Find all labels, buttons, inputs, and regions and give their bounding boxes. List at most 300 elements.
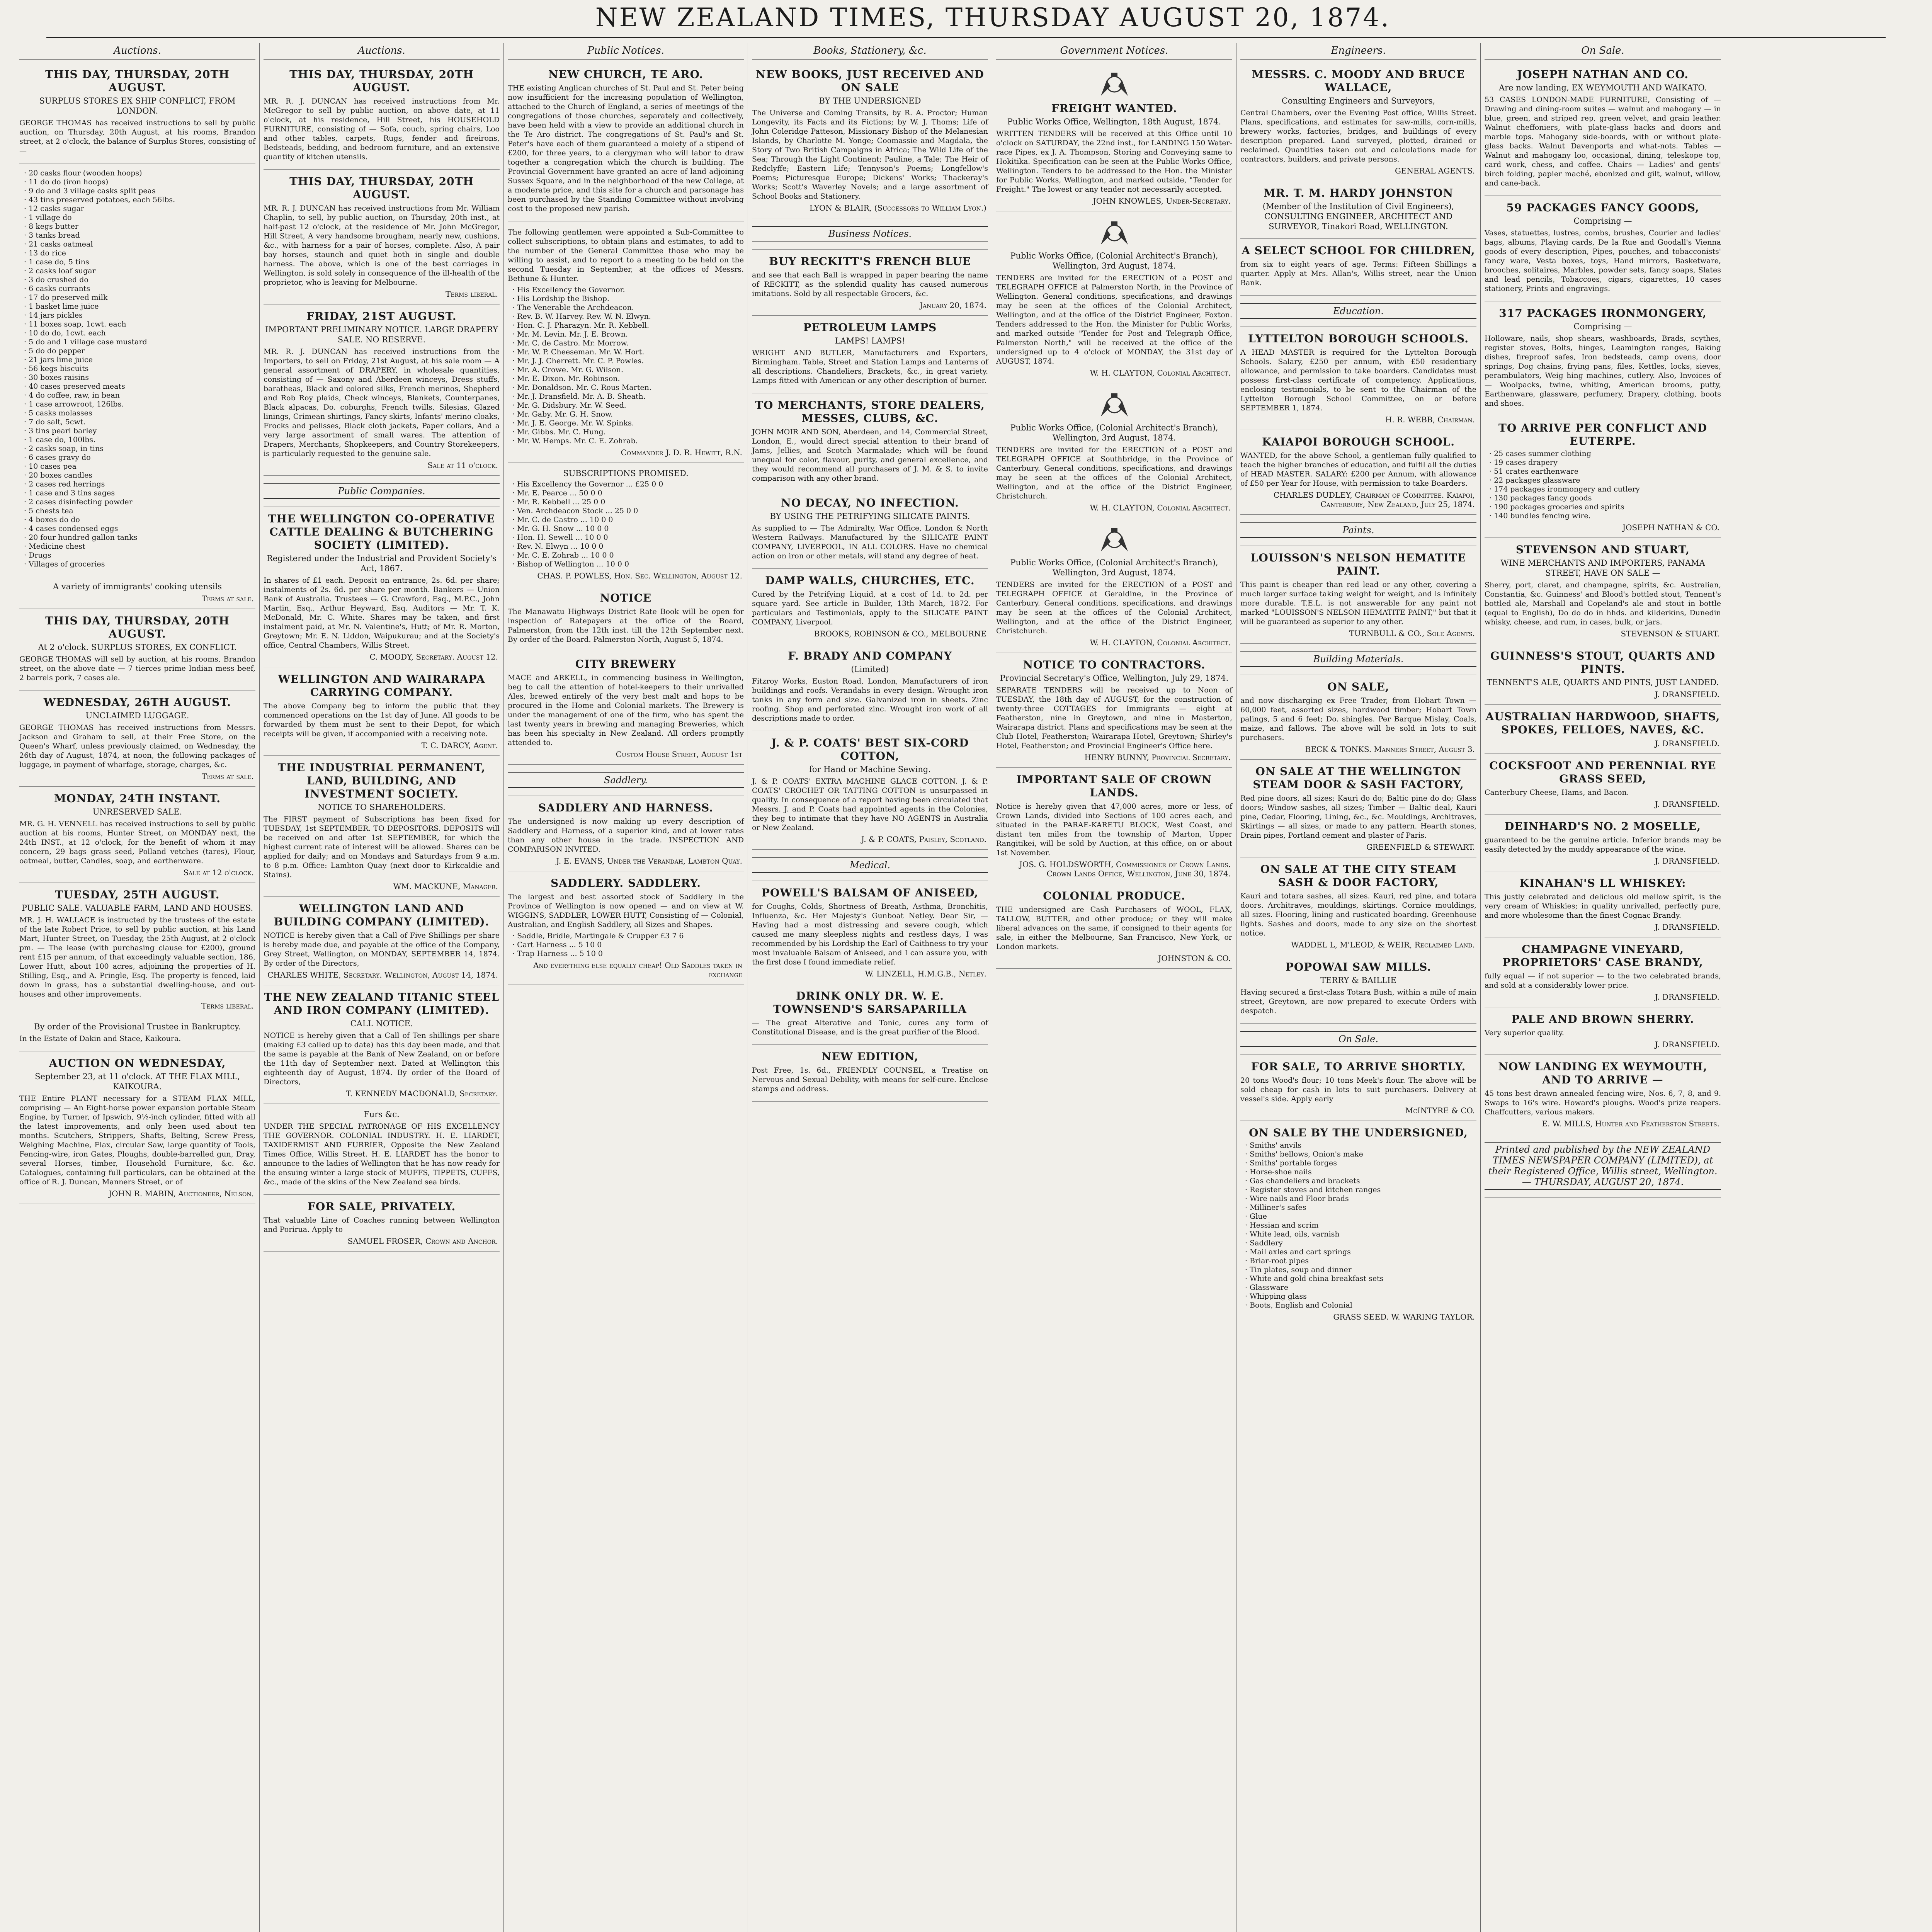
advertisement	[264, 667, 500, 756]
ad-body: As supplied to — The Admiralty, War Office, London & North Western Railways. Manufactured by the SILICATE PAINT COMPANY, LIVERPOOL, IN ALL COLORS. Have no chemical action on iron or other metals, will stand any degree of heat.	[752, 524, 988, 560]
ad-signature: E. W. MILLS, Hunter and Featherston Streets.	[1542, 1119, 1719, 1128]
advertisement	[19, 883, 255, 1016]
advertisement	[19, 576, 255, 609]
ad-title: WELLINGTON AND WAIRARAPA CARRYING COMPANY.	[278, 673, 485, 699]
list-item: · 2 casks loaf sugar	[24, 267, 255, 276]
list-item: · 140 bundles fencing wire.	[1489, 512, 1721, 520]
ad-title: THIS DAY, THURSDAY, 20TH AUGUST.	[45, 614, 230, 640]
list-item: · 130 packages fancy goods	[1489, 494, 1721, 503]
masthead: NEW ZEALAND TIMES, THURSDAY AUGUST 20, 1874.	[595, 3, 1391, 32]
ad-body: Fitzroy Works, Euston Road, London, Manufacturers of iron buildings and roofs. Verandahs in every design. Wrought iron tanks in any form and size. Galvanized iron in sheets. Zinc roofing. Shop and perforated zinc. Wrought iron work of all descriptions made to order.	[752, 677, 988, 723]
column-3	[504, 43, 748, 1932]
advertisement	[752, 63, 988, 218]
ad-signature: Sale at 11 o'clock.	[427, 461, 498, 470]
advertisement	[19, 690, 255, 787]
ad-title: DEINHARD'S NO. 2 MOSELLE,	[1504, 820, 1701, 833]
ad-title: WEDNESDAY, 26TH AUGUST.	[43, 696, 231, 709]
ad-title: FOR SALE, PRIVATELY.	[307, 1200, 456, 1213]
ad-signature: J. DRANSFIELD.	[1655, 690, 1719, 699]
ad-body: — The great Alterative and Tonic, cures any form of Constitutional Disease, and is the great purifier of the Blood.	[752, 1019, 988, 1036]
column-heading: Auctions.	[264, 43, 500, 60]
list-item: · 20 boxes candles	[24, 471, 255, 480]
ad-title: MR. T. M. HARDY JOHNSTON	[1263, 187, 1454, 199]
advertisement	[996, 884, 1232, 969]
ad-body: JOHN MOIR AND SON, Aberdeen, and 14, Commercial Street, London, E., would direct special attention to their brand of Jams, Jellies, and Scotch Marmalade; which will be found unequal for color, flavour, purity, and general excellence, and they would recommend all purchasers of J. M. & S. to invite comparison with any other brand.	[752, 428, 988, 483]
advertisement	[1485, 1134, 1721, 1198]
advertisement	[508, 652, 744, 765]
advertisement	[752, 316, 988, 393]
ad-subtitle: Public Works Office, (Colonial Architect's Branch), Wellington, 3rd August, 1874.	[1010, 558, 1218, 577]
ad-list	[512, 932, 744, 958]
advertisement	[1240, 181, 1476, 239]
ad-body: and see that each Ball is wrapped in paper bearing the name of RECKITT, as the splendid quality has caused numerous imitations. Sold by all respectable Grocers, &c.	[752, 271, 988, 298]
government-seal	[996, 218, 1232, 248]
ad-body: The above Company beg to inform the public that they commenced operations on the 1st day of June. All goods to be forwarded by them must be sent to their Depot, for which receipts will be given, if accompanied with a receiving note.	[264, 702, 500, 738]
list-item: · Mr. J. Dransfield. Mr. A. B. Sheath.	[512, 392, 744, 401]
ad-subtitle: LAMPS! LAMPS!	[835, 336, 905, 345]
advertisement	[752, 850, 988, 881]
section-heading: Public Companies.	[264, 483, 500, 499]
advertisement	[1485, 871, 1721, 937]
list-item: · Smiths' portable forges	[1245, 1159, 1476, 1168]
ad-title: 59 PACKAGES FANCY GOODS,	[1506, 201, 1699, 214]
ad-title: STEVENSON AND STUART,	[1516, 543, 1690, 556]
ad-body: In the Estate of Dakin and Stace, Kaikoura.	[19, 1034, 181, 1043]
column-1	[15, 43, 260, 1932]
list-item: · Cart Harness ... 5 10 0	[512, 940, 744, 949]
advertisement	[1240, 430, 1476, 515]
ad-title: BUY RECKITT'S FRENCH BLUE	[769, 255, 971, 268]
ad-title: FREIGHT WANTED.	[1051, 102, 1177, 115]
list-item: · 1 basket lime juice	[24, 302, 255, 311]
list-item: · Mr. Gaby. Mr. G. H. Snow.	[512, 410, 744, 419]
list-item: · 51 crates earthenware	[1489, 467, 1721, 476]
list-item: · Saddle, Bridle, Martingale & Crupper £3 7 6	[512, 932, 744, 940]
ad-subtitle: SUBSCRIPTIONS PROMISED.	[563, 469, 689, 478]
ad-subtitle: PUBLIC SALE. VALUABLE FARM, LAND AND HOUSES.	[21, 903, 253, 913]
ad-title: TO ARRIVE PER CONFLICT AND EUTERPE.	[1498, 422, 1707, 447]
list-item: · 4 do coffee, raw, in bean	[24, 391, 255, 400]
advertisement	[752, 218, 988, 250]
list-item: · Wire nails and Floor brads	[1245, 1194, 1476, 1203]
ad-body: MR. J. H. WALLACE is instructed by the trustees of the estate of the late Robert Price, to sell by public auction, at his Land Mart, Hunter Street, on Tuesday, the 25th August, at 2 o'clock pm. — The lease (with purchasing clause for £200), ground rent £15 per annum, of that exceedingly valuable section, 186, Lower Hutt, about 100 acres, adjoining the properties of H. Stilling, Esq., and A. Pringle, Esq. The property is fenced, laid down in grass, has a substantial dwelling-house, and out-houses and other improvements.	[19, 916, 255, 998]
ad-title: NEW EDITION,	[821, 1050, 918, 1063]
advertisement	[19, 1016, 255, 1051]
advertisement	[996, 63, 1232, 211]
ad-signature: JOS. G. HOLDSWORTH, Commissioner of Crown Lands. Crown Lands Office, Wellington, June 30, 1874.	[1019, 860, 1231, 878]
list-item: · 5 do do pepper	[24, 347, 255, 355]
ad-title: NOW LANDING EX WEYMOUTH, AND TO ARRIVE —	[1498, 1060, 1708, 1086]
list-item: · 2 cases red herrings	[24, 480, 255, 489]
ad-title: MONDAY, 24TH INSTANT.	[54, 792, 221, 805]
ad-subtitle: Registered under the Industrial and Provident Society's Act, 1867.	[267, 554, 497, 573]
ad-title: THIS DAY, THURSDAY, 20TH AUGUST.	[289, 175, 474, 201]
ad-body: guaranteed to be the genuine article. Inferior brands may be easily detected by the muddy appearance of the wine.	[1485, 836, 1721, 854]
ad-title: AUSTRALIAN HARDWOOD, SHAFTS, SPOKES, FELLOES, NAVES, &C.	[1485, 710, 1720, 736]
list-item: · Mr. M. Levin. Mr. J. E. Brown.	[512, 330, 744, 339]
ad-subtitle: for Hand or Machine Sewing.	[809, 765, 931, 774]
list-item: · 174 packages ironmongery and cutlery	[1489, 485, 1721, 494]
ad-body: MACE and ARKELL, in commencing business in Wellington, beg to call the attention of hotel-keepers to their unrivalled Ales, brewed entirely of the very best malt and hops to be procured in the Home and Colonial markets. The Brewery is under the management of one of the firm, who has spent the last twenty years in brewing and managing Breweries, which has been his specialty in New Zealand. All orders promptly attended to.	[508, 673, 744, 747]
ad-title: NOTICE TO CONTRACTORS.	[1023, 658, 1206, 671]
ad-signature: Custom House Street, August 1st	[616, 750, 742, 759]
column-7	[1481, 43, 1725, 1932]
ad-signature: HENRY BUNNY, Provincial Secretary.	[1084, 753, 1231, 762]
ad-signature: Terms liberal.	[445, 289, 498, 299]
list-item: · 11 boxes soap, 1cwt. each	[24, 320, 255, 329]
ad-title: TO MERCHANTS, STORE DEALERS, MESSES, CLUBS, &C.	[755, 399, 985, 425]
list-item: · Hon. C. J. Pharazyn. Mr. R. Kebbell.	[512, 321, 744, 330]
advertisement	[752, 1045, 988, 1102]
list-item: · Mr. Gibbs. Mr. C. Hung.	[512, 428, 744, 437]
ad-subtitle: Comprising —	[1573, 322, 1632, 331]
ad-signature: J. DRANSFIELD.	[1655, 739, 1719, 748]
ad-subtitle: Public Works Office, (Colonial Architect's Branch), Wellington, 3rd August, 1874.	[1010, 251, 1218, 270]
ad-title: TUESDAY, 25TH AUGUST.	[55, 888, 220, 901]
list-item: · 2 casks soap, in tins	[24, 444, 255, 453]
list-item: · Villages of groceries	[24, 560, 255, 569]
advertisement	[508, 586, 744, 652]
ad-body: TENDERS are invited for the ERECTION of a POST and TELEGRAPH OFFICE at Southbridge, in the Province of Canterbury. General conditions, specifications, and drawings may be seen at the offices of the Colonial Architect, Wellington, and at the office of the District Engineer, Christchurch.	[996, 446, 1232, 500]
ad-signature: W. LINZELL, H.M.G.B., Netley.	[865, 969, 986, 978]
ad-title: THE WELLINGTON CO-OPERATIVE CATTLE DEALING & BUTCHERING SOCIETY (LIMITED).	[268, 512, 495, 551]
ad-body: Red pine doors, all sizes; Kauri do do; Baltic pine do do; Glass doors; Window sashes, all sizes; Timber — Baltic deal, Kauri pine, Cedar, Flooring, Lining, &c., &c. Mouldings, Architraves, Skirtings — all sizes, or made to any pattern. Hearth stones, Drain pipes, Portland cement and plaster of Paris.	[1240, 794, 1476, 840]
ad-signature: JOHN R. MABIN, Auctioneer, Nelson.	[109, 1189, 254, 1198]
ad-signature: WADDEL L, M'LEOD, & WEIR, Reclaimed Land.	[1291, 940, 1475, 949]
section-heading: Building Materials.	[1240, 651, 1476, 667]
ad-body: This paint is cheaper than red lead or any other, covering a much larger surface taking weight for weight, and is infinitely more durable. T.E.L. is not answerable for any paint not marked "LOUISSON'S NELSON HEMATITE PAINT," but that it will be guaranteed as superior to any other.	[1240, 580, 1476, 626]
ad-signature: W. H. CLAYTON, Colonial Architect.	[1090, 638, 1231, 647]
advertisement	[19, 609, 255, 690]
list-item: · 1 case do, 100lbs.	[24, 435, 255, 444]
list-item: · Gas chandeliers and brackets	[1245, 1177, 1476, 1185]
list-item: · His Lordship the Bishop.	[512, 294, 744, 303]
list-item: · 19 cases drapery	[1489, 458, 1721, 467]
advertisement	[1485, 1055, 1721, 1134]
ad-body: MR. G. H. VENNELL has received instructions to sell by public auction at his rooms, Hunter Street, on MONDAY next, the 24th INST., at 12 o'clock, for the benefit of whom it may concern, 29 bags grass seed, Polland vetches (tares), Flour, oatmeal, butter, Candles, soap, and earthenware.	[19, 820, 255, 865]
list-item: · 6 cases gravy do	[24, 453, 255, 462]
list-item: · 14 jars pickles	[24, 311, 255, 320]
royal-arms-icon	[1093, 69, 1136, 100]
list-item: · 1 case arrowroot, 126lbs.	[24, 400, 255, 409]
ad-signature: CHARLES DUDLEY, Chairman of Committee. Kaiapoi, Canterbury, New Zealand, July 25, 1874.	[1273, 490, 1475, 509]
ad-subtitle: TERRY & BAILLIE	[1320, 976, 1396, 985]
advertisement	[508, 463, 744, 586]
list-item: · Mr. Donaldson. Mr. C. Rous Marten.	[512, 383, 744, 392]
list-item: · 1 case do, 5 tins	[24, 258, 255, 267]
list-item: · 25 cases summer clothing	[1489, 449, 1721, 458]
column-heading: Books, Stationery, &c.	[752, 43, 988, 60]
advertisement	[996, 383, 1232, 518]
ad-title: THE INDUSTRIAL PERMANENT, LAND, BUILDING, AND INVESTMENT SOCIETY.	[277, 761, 486, 800]
list-item: · 5 casks molasses	[24, 409, 255, 418]
masthead-rule	[46, 37, 1886, 38]
ad-signature: Terms at sale.	[202, 772, 254, 781]
ad-body: This justly celebrated and delicious old mellow spirit, is the very cream of Whiskies; in quality unrivalled, perfectly pure, and more wholesome than the finest Cognac Brandy.	[1485, 893, 1721, 920]
ad-signature: J. E. EVANS, Under the Verandah, Lambton Quay.	[556, 856, 742, 866]
ad-body: fully equal — if not superior — to the two celebrated brands, and sold at a considerably lower price.	[1485, 972, 1721, 990]
list-item: · Briar-root pipes	[1245, 1257, 1476, 1265]
ad-body: Having secured a first-class Totara Bush, within a mile of main street, Greytown, are now prepared to execute Orders with despatch.	[1240, 988, 1476, 1015]
ad-body: for Coughs, Colds, Shortness of Breath, Asthma, Bronchitis, Influenza, &c. Her Majesty's Gunboat Netley. Dear Sir, — Having had a most distressing and severe cough, which caused me many sleepless nights and restless days, I was recommended by his Lordship the Earl of Caithness to try your most invaluable Balsam of Aniseed, and I can assure you, with the first dose I found immediate relief.	[752, 902, 988, 966]
list-item: · 21 casks oatmeal	[24, 240, 255, 249]
ad-title: 317 PACKAGES IRONMONGERY,	[1499, 307, 1707, 320]
ad-body: WANTED, for the above School, a gentleman fully qualified to teach the higher branches of education, and fulfil all the duties of HEAD MASTER. SALARY: £200 per Annum, with allowance of £50 per Year for House, with permission to take Boarders.	[1240, 451, 1476, 488]
ad-body: THE undersigned are Cash Purchasers of WOOL, FLAX, TALLOW, BUTTER, and other produce; or they will make liberal advances on the same, if consigned to their agents for sale, in either the Melbourne, San Francisco, New York, or London markets.	[996, 905, 1232, 951]
advertisement	[264, 476, 500, 507]
column-heading: On Sale.	[1485, 43, 1721, 60]
ad-body: 20 tons Wood's flour; 10 tons Meek's flour. The above will be sold cheap for cash in lots to suit purchasers. Delivery at vessel's side. Apply early	[1240, 1076, 1476, 1103]
ad-signature: T. C. DARCY, Agent.	[421, 741, 498, 750]
ad-title: COCKSFOOT AND PERENNIAL RYE GRASS SEED,	[1489, 759, 1716, 785]
list-item: · 21 jars lime juice	[24, 355, 255, 364]
list-item: · Mr. J. J. Cherrett. Mr. C. P. Powles.	[512, 357, 744, 366]
ad-subtitle: Furs &c.	[364, 1110, 400, 1119]
column-5	[992, 43, 1236, 1932]
list-item: · 190 packages groceries and spirits	[1489, 503, 1721, 512]
ad-title: SADDLERY. SADDLERY.	[551, 877, 701, 889]
ad-body: UNDER THE SPECIAL PATRONAGE OF HIS EXCELLENCY THE GOVERNOR. COLONIAL INDUSTRY. H. E. LIARDET, TAXIDERMIST AND FURRIER, Opposite the New Zealand Times Office, Willis Street. H. E. LIARDET has the honor to announce to the ladies of Wellington that he has now ready for the ensuing winter a large stock of MUFFS, TIPPETS, CUFFS, &c., made of the skins of the New Zealand sea birds.	[264, 1122, 500, 1186]
list-item: · His Excellency the Governor ... £25 0 0	[512, 480, 744, 489]
advertisement	[508, 765, 744, 796]
ad-signature: W. H. CLAYTON, Colonial Architect.	[1090, 503, 1231, 512]
ad-signature: Sale at 12 o'clock.	[183, 868, 254, 877]
ad-body: MR. R. J. DUNCAN has received instructions from Mr. William Chaplin, to sell, by public auction, on Thursday, 20th inst., at half-past 12 o'clock, at the residence of Mr. John McGregor, Hill Street, A very handsome brougham, nearly new, cushions, &c., with harness for a pair of horses, complete. Also, A pair bay horses, staunch and quiet both in single and double harness. The above, which is one of the best carriages in Wellington, is sold solely in consequence of the ill-health of the proprietor, who is leaving for Melbourne.	[264, 204, 500, 287]
ad-body: Holloware, nails, shop shears, washboards, Brads, scythes, register stoves, Bolts, hinges, Leamington ranges, Baking dishes, fireproof safes, Iron bedsteads, camp ovens, door springs, Dog chains, frying pans, files, Kettles, locks, sieves, perambulators, Weig hing machines, cutlery. Also, Invoices of — Woolpacks, twine, whiting, American brooms, putty, Earthenware, glassware, perfumery, Drapery, clothing, boots and shoes.	[1485, 334, 1721, 408]
list-item: · Glue	[1245, 1212, 1476, 1221]
list-item: · Trap Harness ... 5 10 0	[512, 949, 744, 958]
ad-title: THE NEW ZEALAND TITANIC STEEL AND IRON COMPANY (LIMITED).	[264, 991, 500, 1017]
list-item: · Mr. W. P. Cheeseman. Mr. W. Hort.	[512, 348, 744, 357]
column-heading: Engineers.	[1240, 43, 1476, 60]
ad-signature: STEVENSON & STUART.	[1621, 629, 1719, 638]
ad-subtitle: CALL NOTICE.	[350, 1019, 413, 1028]
ad-body: In shares of £1 each. Deposit on entrance, 2s. 6d. per share; instalments of 2s. 6d. per share per month. Bankers — Union Bank of Australia. Trustees — G. Crawford, Esq., M.P.C., John Martin, Esq., Arthur Heyward, Esq. Auditors — Mr. T. K. McDonald, Mr. C. White. Shares may be taken, and first instalment paid, at Mr. N. Valentine's, Hutt; of Mr. R. Morton, Greytown; Mr. E. N. Liddon, Waipukurau; and at the Society's office, Central Chambers, Willis Street.	[264, 576, 500, 650]
ad-subtitle: SURPLUS STORES EX SHIP CONFLICT, FROM LONDON.	[39, 96, 236, 116]
advertisement	[1485, 644, 1721, 705]
advertisement	[264, 507, 500, 667]
ad-body: J. & P. COATS' EXTRA MACHINE GLACE COTTON. J. & P. COATS' CROCHET OR TATTING COTTON is unsurpassed in quality. In consequence of a report having been circulated that Messrs. J. and P. Coats had appointed agents in the Colonies, they beg to intimate that they have NO AGENTS in Australia or New Zealand.	[752, 777, 988, 832]
column-6	[1236, 43, 1481, 1932]
royal-arms-icon	[1093, 524, 1136, 555]
ad-signature: H. R. WEBB, Chairman.	[1385, 415, 1475, 424]
ad-title: KAIAPOI BOROUGH SCHOOL.	[1262, 435, 1455, 448]
list-item: · 11 do do (iron hoops)	[24, 178, 255, 187]
list-item: · 1 case and 3 tins sages	[24, 489, 255, 498]
list-item: · White and gold china breakfast sets	[1245, 1274, 1476, 1283]
ad-body: and now discharging ex Free Trader, from Hobart Town — 60,000 feet, assorted sizes, hardwood timber; Hobart Town palings, 5 and 6 feet; Do. shingles. Per Barque Mislay, Coals, maize, and fallows. The above will be sold in lots to suit purchasers.	[1240, 696, 1476, 742]
ad-title: FRIDAY, 21ST AUGUST.	[306, 310, 457, 323]
ad-subtitle: NOTICE TO SHAREHOLDERS.	[318, 803, 446, 812]
list-item: · Mr. C. de Castro. Mr. Morrow.	[512, 339, 744, 348]
advertisement	[1240, 1121, 1476, 1327]
ad-title: LYTTELTON BOROUGH SCHOOLS.	[1248, 332, 1469, 345]
section-heading: Saddlery.	[508, 772, 744, 788]
ad-title: PALE AND BROWN SHERRY.	[1511, 1013, 1694, 1026]
section-heading: Paints.	[1240, 522, 1476, 538]
ad-title: IMPORTANT SALE OF CROWN LANDS.	[1016, 773, 1212, 799]
advertisement	[1240, 1055, 1476, 1121]
list-item: · Mr. J. E. George. Mr. W. Spinks.	[512, 419, 744, 428]
list-item: · 6 casks currants	[24, 284, 255, 293]
ad-body: The FIRST payment of Subscriptions has been fixed for TUESDAY, 1st SEPTEMBER. TO DEPOSITORS. DEPOSITS will be received on and after 1st SEPTEMBER, for which the highest current rate of interest will be allowed. Shares can be applied for daily; and on Mondays and Saturdays from 9 a.m. to 8 p.m. Office: Lambton Quay (next door to Kirkcaldie and Stains).	[264, 815, 500, 879]
ad-list	[24, 169, 255, 569]
advertisement	[752, 491, 988, 569]
list-item: · Mr. G. Didsbury. Mr. W. Seed.	[512, 401, 744, 410]
ad-list	[1245, 1141, 1476, 1310]
ad-body: 53 CASES LONDON-MADE FURNITURE, Consisting of — Drawing and dining-room suites — walnut and mahogany — in blue, green, and striped rep, green velvet, and grain leather. Walnut cheffoniers, with plate-glass backs and doors and marble tops. Mahogany side-boards, with or without plate-glass backs. Walnut Davenports and what-nots. Tables — Walnut and mahogany loo, occasional, dining, teleskope top, card work, chess, and coffee. Chairs — Ladies' and gents' birch folding, papier maché, ebonized and gilt, walnut, willow, and cane-back.	[1485, 95, 1721, 187]
ad-subtitle: At 2 o'clock. SURPLUS STORES, EX CONFLICT.	[38, 643, 237, 652]
list-item: · Rev. N. Elwyn ... 10 0 0	[512, 542, 744, 551]
advertisement	[508, 63, 744, 221]
list-item: · 10 do do, 1cwt. each	[24, 329, 255, 338]
list-item: · 12 casks sugar	[24, 204, 255, 213]
ad-title: CITY BREWERY	[575, 658, 677, 670]
ad-body: 45 tons best drawn annealed fencing wire, Nos. 6, 7, 8, and 9. Swaps to 16's wire. Howard's ploughs. Wood's prize reapers. Chaffcutters, various makers.	[1485, 1089, 1721, 1116]
ad-title: GUINNESS'S STOUT, QUARTS AND PINTS.	[1490, 650, 1716, 675]
ad-subtitle: Are now landing, EX WEYMOUTH AND WAIKATO.	[1498, 83, 1707, 92]
ad-body: GEORGE THOMAS has received instructions to sell by public auction, on Thursday, 20th August, at his rooms, Brandon street, at 2 o'clock, the balance of Surplus Stores, consisting of —	[19, 119, 255, 155]
government-seal	[996, 389, 1232, 420]
advertisement	[1240, 546, 1476, 644]
ad-signature: TURNBULL & CO., Sole Agents.	[1349, 629, 1475, 638]
ad-signature: GENERAL AGENTS.	[1395, 166, 1475, 175]
ad-body: Kauri and totara sashes, all sizes. Kauri, red pine, and totara doors. Architraves, mouldings, skirtings. Cornice mouldings, all sizes. Flooring, lining and rusticated boarding. Greenhouse lights. Sashes and doors, made to any size on the shortest notice.	[1240, 892, 1476, 937]
ad-title: A SELECT SCHOOL FOR CHILDREN,	[1242, 244, 1475, 257]
advertisement	[752, 731, 988, 850]
ad-title: COLONIAL PRODUCE.	[1043, 889, 1185, 902]
list-item: · Glassware	[1245, 1283, 1476, 1292]
list-item: · Horse-shoe nails	[1245, 1168, 1476, 1177]
column-heading: Public Notices.	[508, 43, 744, 60]
advertisement	[1240, 955, 1476, 1024]
ad-signature: LYON & BLAIR, (Successors to William Lyon.)	[809, 203, 986, 213]
list-item: · Mr. C. de Castro ... 10 0 0	[512, 515, 744, 524]
advertisement	[508, 796, 744, 871]
column-2	[260, 43, 504, 1932]
ad-title: JOSEPH NATHAN AND CO.	[1517, 68, 1689, 81]
ad-subtitle: TENNENT'S ALE, QUARTS AND PINTS, JUST LANDED.	[1486, 678, 1719, 687]
advertisement	[1240, 644, 1476, 675]
list-item: · Rev. B. W. Harvey. Rev. W. N. Elwyn.	[512, 312, 744, 321]
ad-title: POPOWAI SAW MILLS.	[1285, 961, 1432, 973]
list-item: · Hon. H. Sewell ... 10 0 0	[512, 533, 744, 542]
advertisement	[1485, 301, 1721, 416]
list-item: · Medicine chest	[24, 542, 255, 551]
ad-signature: WM. MACKUNE, Manager.	[393, 882, 498, 891]
ad-signature: J. DRANSFIELD.	[1655, 1040, 1719, 1049]
ad-title: AUCTION ON WEDNESDAY,	[49, 1057, 226, 1070]
list-item: · Mr. W. Hemps. Mr. C. E. Zohrab.	[512, 437, 744, 446]
advertisement	[264, 304, 500, 476]
ad-body: Sherry, port, claret, and champagne, spirits, &c. Australian, Constantia, &c. Guinness' and Blood's bottled stout, Tennent's bottled ale, Marshall and Copeland's ale and stout in bottle (equal to English), Do do do in hhds. and kilderkins, Dunedin whisky, cheese, and rum, in cases, bulk, or jars.	[1485, 581, 1721, 626]
advertisement	[1485, 937, 1721, 1007]
list-item: · Whipping glass	[1245, 1292, 1476, 1301]
ad-title: NEW CHURCH, TE ARO.	[548, 68, 704, 81]
list-item: · 3 tanks bread	[24, 231, 255, 240]
ad-body: The Manawatu Highways District Rate Book will be open for inspection of Ratepayers at the office of the Board, Palmerston, from the 12th inst. till the 12th September next. By order of the Board. Palmerston North, August 5, 1874.	[508, 607, 744, 644]
list-item: · 5 do and 1 village case mustard	[24, 338, 255, 347]
ad-subtitle: BY USING THE PETRIFYING SILICATE PAINTS.	[770, 512, 970, 521]
ad-body: THE Entire PLANT necessary for a STEAM FLAX MILL, comprising — An Eight-horse power expansion portable Steam Engine, by Turner, of Ipswich, 9½-inch cylinder, fitted with all the latest improvements, and only been used about ten months. Scutchers, Strippers, Shafts, Belting, Screw Press, Weighing Machine, Flax, circular Saw, large quantity of Tools, Fencing-wire, iron Gates, Ploughs, double-barrelled gun, Dray, several Horses, timber, Household Furniture, &c. &c. Catalogues, containing full particulars, can be obtained at the office of R. J. Duncan, Manners Street, or of	[19, 1094, 255, 1186]
advertisement	[1485, 538, 1721, 644]
advertisement	[1485, 705, 1721, 754]
ad-signature: Terms liberal.	[201, 1001, 254, 1010]
list-item: · 7 do salt, 5cwt.	[24, 418, 255, 427]
ad-signature: J. DRANSFIELD.	[1655, 856, 1719, 866]
list-item: · Mr. R. Kebbell ... 25 0 0	[512, 498, 744, 507]
advertisement	[1240, 327, 1476, 430]
advertisement	[264, 756, 500, 897]
ad-body: MR. R. J. DUNCAN has received instructions from the Importers, to sell on Friday, 21st August, at his sale room — A general assortment of DRAPERY, in wholesale quantities, consisting of — Saxony and Aberdeen winceys, Dress stuffs, baratheas, Black and colored silks, French merinos, Shepherd and Rob Roy plaids, Check winceys, Blankets, Counterpanes, Black alpacas, Do. coburghs, French twills, Silesias, Glazed linings, Crimean shirtings, Fancy skirts, Infants' merino cloaks, Frocks and pelisses, Black cloth jackets, Paper collars, And a very large assortment of small wares. The attention of Drapers, Merchants, Shopkeepers, and Country Storekeepers, is particularly requested to the genuine sale.	[264, 347, 500, 458]
advertisement	[752, 881, 988, 984]
ad-title: ON SALE,	[1327, 680, 1389, 693]
ad-body: Post Free, 1s. 6d., FRIENDLY COUNSEL, a Treatise on Nervous and Sexual Debility, with means for self-cure. Enclose stamps and address.	[752, 1066, 988, 1093]
list-item: · Boots, English and Colonial	[1245, 1301, 1476, 1310]
list-item: · Milliner's safes	[1245, 1203, 1476, 1212]
advertisement	[1240, 857, 1476, 955]
list-item: · 9 do and 3 village casks split peas	[24, 187, 255, 196]
ad-subtitle: WINE MERCHANTS AND IMPORTERS, PANAMA STREET, HAVE ON SALE —	[1500, 558, 1705, 578]
list-item: · Saddlery	[1245, 1239, 1476, 1248]
advertisement	[1240, 63, 1476, 181]
list-item: · Bishop of Wellington ... 10 0 0	[512, 560, 744, 569]
advertisement	[752, 569, 988, 644]
section-heading: On Sale.	[1240, 1031, 1476, 1047]
ad-signature: CHAS. P. POWLES, Hon. Sec. Wellington, August 12.	[537, 571, 742, 580]
ad-title: WELLINGTON LAND AND BUILDING COMPANY (LIMITED).	[274, 902, 490, 928]
list-item: · The Venerable the Archdeacon.	[512, 303, 744, 312]
ad-subtitle: Provincial Secretary's Office, Wellington, July 29, 1874.	[1000, 673, 1229, 683]
ad-subtitle: Public Works Office, Wellington, 18th August, 1874.	[1007, 117, 1221, 126]
ad-signature: JOHNSTON & CO.	[1158, 954, 1231, 963]
list-item: · 43 tins preserved potatoes, each 56lbs.	[24, 196, 255, 204]
ad-title: LOUISSON'S NELSON HEMATITE PAINT.	[1250, 551, 1466, 577]
ad-subtitle: UNRESERVED SALE.	[92, 807, 182, 816]
advertisement	[264, 897, 500, 985]
ad-body: Cured by the Petrifying Liquid, at a cost of 1d. to 2d. per square yard. See article in Builder, 13th March, 1872. For particulars and Testimonials, apply to the SILICATE PAINT COMPANY, Liverpool.	[752, 590, 988, 626]
list-item: · 8 kegs butter	[24, 222, 255, 231]
list-item: · Ven. Archdeacon Stock ... 25 0 0	[512, 507, 744, 515]
ad-body: TENDERS are invited for the ERECTION of a POST and TELEGRAPH OFFICE at Geraldine, in the Province of Canterbury. General conditions, specifications, and drawings may be seen at the offices of the Colonial Architect, Wellington, and at the office of the District Engineer, Christchurch.	[996, 580, 1232, 635]
list-item: · Tin plates, soup and dinner	[1245, 1265, 1476, 1274]
list-item: · Smiths' anvils	[1245, 1141, 1476, 1150]
ad-signature: CHARLES WHITE, Secretary. Wellington, August 14, 1874.	[267, 970, 498, 980]
section-heading: Medical.	[752, 857, 988, 873]
advertisement	[752, 644, 988, 731]
ad-body: GEORGE THOMAS has received instructions from Messrs. Jackson and Graham to sell, at their Free Store, on the Queen's Wharf, unless previously claimed, on Wednesday, the 26th day of August, 1874, at noon, the following packages of luggage, in payment of wharfage, storage, charges, &c.	[19, 723, 255, 769]
list-item: · Smiths' bellows, Onion's make	[1245, 1150, 1476, 1159]
advertisement	[1240, 675, 1476, 760]
advertisement	[996, 211, 1232, 383]
list-item: · 56 kegs biscuits	[24, 364, 255, 373]
list-item: · 40 cases preserved meats	[24, 382, 255, 391]
royal-arms-icon	[1093, 218, 1136, 248]
advertisement	[1240, 760, 1476, 857]
ad-list	[512, 286, 744, 446]
government-seal	[996, 524, 1232, 555]
ad-title: MESSRS. C. MOODY AND BRUCE WALLACE,	[1252, 68, 1465, 94]
advertisement	[1485, 1007, 1721, 1055]
list-item: · 30 boxes raisins	[24, 373, 255, 382]
advertisement	[264, 1104, 500, 1195]
ad-body: THE existing Anglican churches of St. Paul and St. Peter being now insufficient for the increasing population of Wellington, attached to the Church of England, a series of meetings of the congregations of those churches, separately and collectively, have been held with a view to provide an additional church in the Te Aro district. The congregations of St. Paul's and St. Peter's have each of them guaranteed a moiety of a stipend of £200, for three years, to a clergyman who will labor to draw together a congregation which the church is building. The Provincial Government have granted an acre of land adjoining Sussex Square, and in the neighborhood of the new College, at a moderate price, and this site for a church and parsonage has been purchased by the Standing Committee without involving cost to the proposed new parish.	[508, 84, 744, 213]
section-heading: Printed and published by the NEW ZEALAND TIMES NEWSPAPER COMPANY (LIMITED), at their Registered Office, Willis street, Wellington. — THURSDAY, AUGUST 20, 1874.	[1485, 1142, 1721, 1190]
ad-signature: JOHN KNOWLES, Under-Secretary.	[1093, 196, 1231, 206]
list-item: · 3 tins pearl barley	[24, 427, 255, 435]
advertisement	[1485, 754, 1721, 815]
column-heading: Auctions.	[19, 43, 255, 60]
